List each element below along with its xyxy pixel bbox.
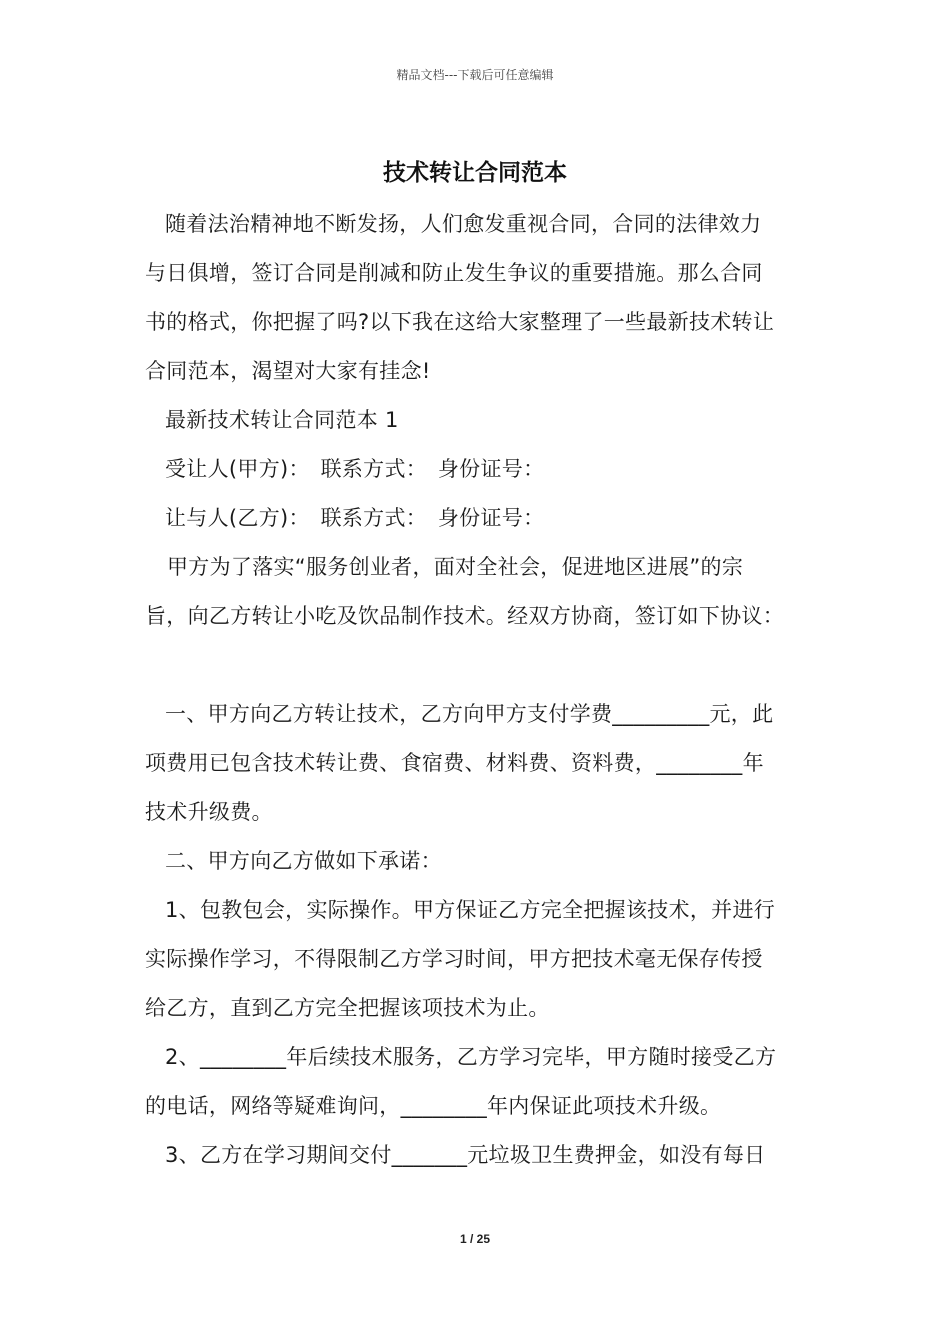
paragraph-line: 与日俱增，签订合同是削减和防止发生争议的重要措施。那么合同 [145,261,763,285]
clause-line: 实际操作学习，不得限制乙方学习时间，甲方把技术毫无保存传授 [145,947,763,971]
clause-line: 一、甲方向乙方转让技术，乙方向甲方支付学费_________元，此 [165,702,774,726]
clause-line: 技术升级费。 [145,800,273,824]
party-a-line: 受让人(甲方)： 联系方式： 身份证号： [165,457,545,481]
section-heading: 最新技术转让合同范本 1 [165,408,399,432]
paragraph-line: 随着法治精神地不断发扬，人们愈发重视合同，合同的法律效力 [165,212,762,236]
page-indicator: 1 / 25 [459,1232,491,1246]
document-title: 技术转让合同范本 [383,160,567,186]
header-note: 精品文档---下载后可任意编辑 [396,68,554,82]
paragraph-line: 旨，向乙方转让小吃及饮品制作技术。经双方协商，签订如下协议： [145,604,784,628]
clause-line: 1、包教包会，实际操作。甲方保证乙方完全把握该技术，并进行 [165,898,776,922]
clause-line: 项费用已包含技术转让费、食宿费、材料费、资料费，________年 [145,751,764,775]
clause-heading: 二、甲方向乙方做如下承诺： [165,849,442,873]
paragraph-line: 甲方为了落实“服务创业者，面对全社会，促进地区进展”的宗 [167,555,744,579]
clause-line: 给乙方，直到乙方完全把握该项技术为止。 [145,996,550,1020]
party-b-line: 让与人(乙方)： 联系方式： 身份证号： [165,506,545,530]
blank-line [145,641,810,690]
document-body [145,200,810,1180]
clause-line: 3、乙方在学习期间交付_______元垃圾卫生费押金，如没有每日 [165,1143,766,1167]
paragraph-line: 书的格式，你把握了吗?以下我在这给大家整理了一些最新技术转让 [145,310,775,334]
clause-line: 2、________年后续技术服务，乙方学习完毕，甲方随时接受乙方 [165,1045,777,1069]
clause-line: 的电话，网络等疑难询问，________年内保证此项技术升级。 [145,1094,722,1118]
paragraph-line: 合同范本，渴望对大家有挂念! [145,359,431,383]
